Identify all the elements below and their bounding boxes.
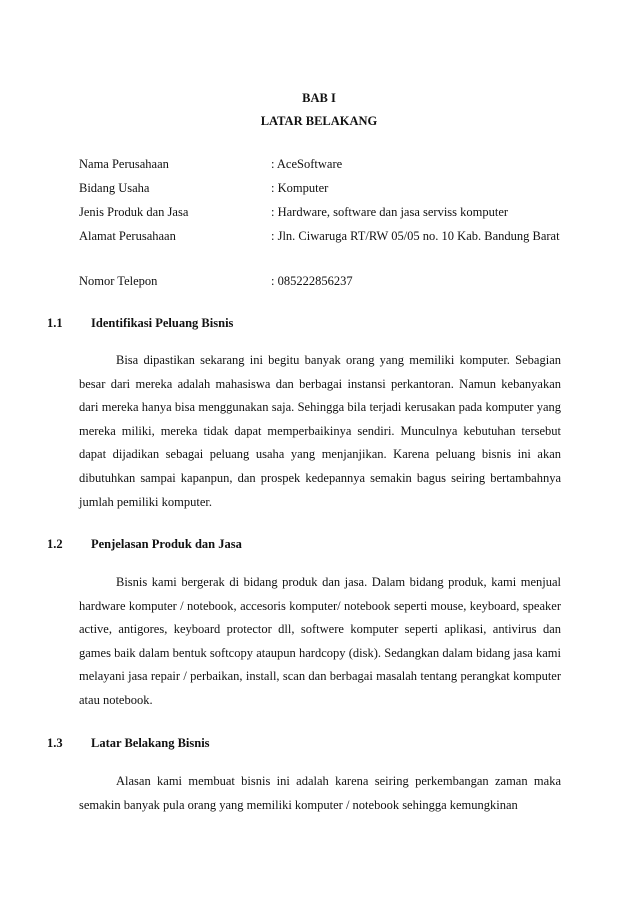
section-number: 1.3 [47, 736, 63, 750]
chapter-title: LATAR BELAKANG [260, 114, 378, 128]
section-title: Identifikasi Peluang Bisnis [91, 316, 234, 330]
info-label: Nama Perusahaan [79, 157, 169, 171]
info-value: : Jln. Ciwaruga RT/RW 05/05 no. 10 Kab. Bandung Barat [271, 229, 560, 243]
info-value: : Komputer [271, 181, 329, 195]
info-value: : AceSoftware [271, 157, 343, 171]
section-number: 1.2 [47, 537, 63, 551]
section-title: Penjelasan Produk dan Jasa [91, 537, 242, 551]
info-label: Alamat Perusahaan [79, 229, 176, 243]
info-value: : 085222856237 [271, 274, 353, 288]
info-value: : Hardware, software dan jasa serviss komputer [271, 205, 509, 219]
info-label: Jenis Produk dan Jasa [79, 205, 189, 219]
info-label: Nomor Telepon [79, 274, 158, 288]
section-title: Latar Belakang Bisnis [91, 736, 210, 750]
info-label: Bidang Usaha [79, 181, 150, 195]
section-number: 1.1 [47, 316, 63, 330]
chapter-number: BAB I [302, 91, 336, 105]
section-paragraph: Bisa dipastikan sekarang ini begitu banyak orang yang memiliki komputer. Sebagian besar dari mereka adalah mahasiswa dan berbagai instansi perkantoran. Namun kebanyakan dari mereka hanya bisa menggunakan saja. Sehingga bila terjadi kerusakan pada komputer yang mereka miliki, mereka tidak dapat memperbaikinya sendiri. Munculnya kebutuhan tersebut dapat dijadikan sebagai peluang usaha yang menjanjikan. Karena peluang bisnis ini akan dibutuhkan sampai kapanpun, dan prospek kedepannya semakin bagus seiring bertambahnya jumlah pemiliki komputer. [79, 353, 561, 509]
section-paragraph: Bisnis kami bergerak di bidang produk dan jasa. Dalam bidang produk, kami menjual hardware komputer / notebook, accesoris komputer/ notebook seperti mouse, keyboard, speaker active, antigores, keyboard protector dll, softwere komputer seperti aplikasi, antivirus dan games baik dalam bentuk softcopy ataupun hardcopy (disk). Sedangkan dalam bidang jasa kami melayani jasa repair / perbaikan, install, scan dan berbagai masalah tentang perangkat komputer atau notebook. [79, 575, 561, 707]
section-paragraph: Alasan kami membuat bisnis ini adalah karena seiring perkembangan zaman maka semakin banyak pula orang yang memiliki komputer / notebook sehingga kemungkinan [79, 774, 561, 812]
